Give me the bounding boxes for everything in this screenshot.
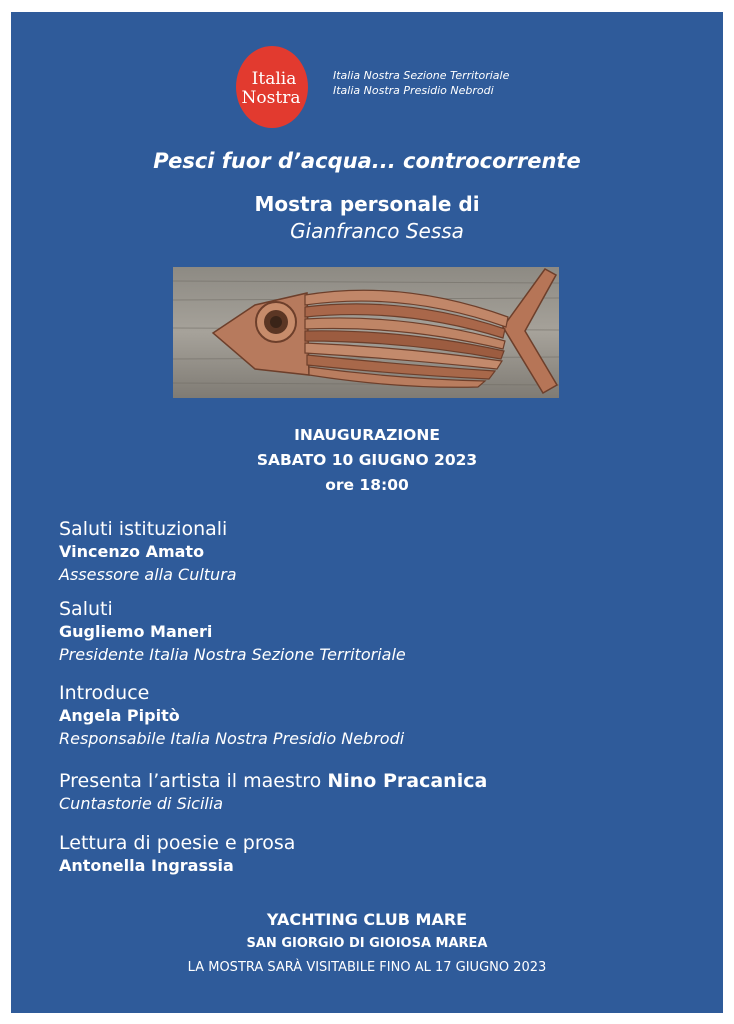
program-heading: Saluti (59, 598, 113, 620)
program-name: Angela Pipitò (59, 706, 180, 725)
exhibition-subtitle: Mostra personale di (254, 192, 480, 216)
exhibition-title: Pesci fuor d’acqua... controcorrente (153, 149, 581, 173)
logo-line1: Italia (251, 69, 297, 89)
program-item (59, 598, 406, 666)
event-label: INAUGURAZIONE (294, 426, 440, 444)
program-item (59, 682, 404, 750)
venue-block (11, 908, 723, 980)
program-role: Cuntastorie di Sicilia (59, 794, 224, 813)
exhibition-closing-note: LA MOSTRA SARÀ VISITABILE FINO AL 17 GIUGNO 2023 (187, 960, 547, 975)
program-role: Assessore alla Cultura (59, 565, 237, 584)
poster (11, 12, 723, 1013)
program-role: Presidente Italia Nostra Sezione Territoriale (59, 645, 406, 664)
event-time: ore 18:00 (325, 476, 409, 494)
program-item (59, 518, 237, 586)
italia-nostra-logo (234, 44, 310, 130)
program-heading-text: Presenta l’artista il maestro (59, 770, 322, 792)
artist-name: Gianfranco Sessa (290, 219, 464, 243)
inauguration-block (11, 423, 723, 498)
program-item (59, 832, 295, 877)
program-name: Antonella Ingrassia (59, 856, 234, 875)
program-name: Nino Pracanica (327, 770, 488, 792)
organization-line-1: Italia Nostra Sezione Territoriale (333, 69, 510, 82)
program-heading: Saluti istituzionali (59, 518, 228, 540)
venue-name: YACHTING CLUB MARE (266, 910, 468, 929)
program-item (59, 770, 487, 815)
program-heading: Introduce (59, 682, 150, 704)
program-name: Vincenzo Amato (59, 542, 205, 561)
driftwood-fish-artwork-icon (173, 267, 559, 398)
logo-line2: Nostra (241, 88, 301, 108)
program-role: Responsabile Italia Nostra Presidio Nebrodi (59, 729, 405, 748)
program-heading: Lettura di poesie e prosa (59, 832, 296, 854)
program-heading-inline (59, 770, 487, 792)
organization-line-2: Italia Nostra Presidio Nebrodi (333, 84, 494, 97)
venue-location: SAN GIORGIO DI GIOIOSA MAREA (246, 936, 488, 951)
organization-lines (333, 68, 509, 98)
event-date: SABATO 10 GIUGNO 2023 (256, 451, 478, 469)
program-name: Gugliemo Maneri (59, 622, 213, 641)
